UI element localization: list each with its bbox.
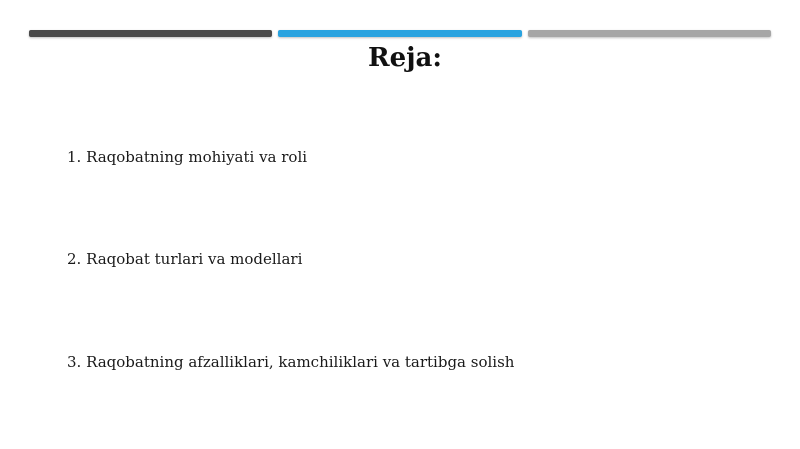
slide-title: Reja: [367,43,442,73]
plan-item-1: 1. Raqobatning mohiyati va roli [67,148,308,166]
header-bar-blue [278,30,522,37]
plan-item-2: 2. Raqobat turlari va modellari [67,250,303,268]
header-bar-gray [528,30,771,37]
plan-item-3: 3. Raqobatning afzalliklari, kamchiliklari va tartibga solish [67,353,515,371]
header-bar-dark [29,30,272,37]
